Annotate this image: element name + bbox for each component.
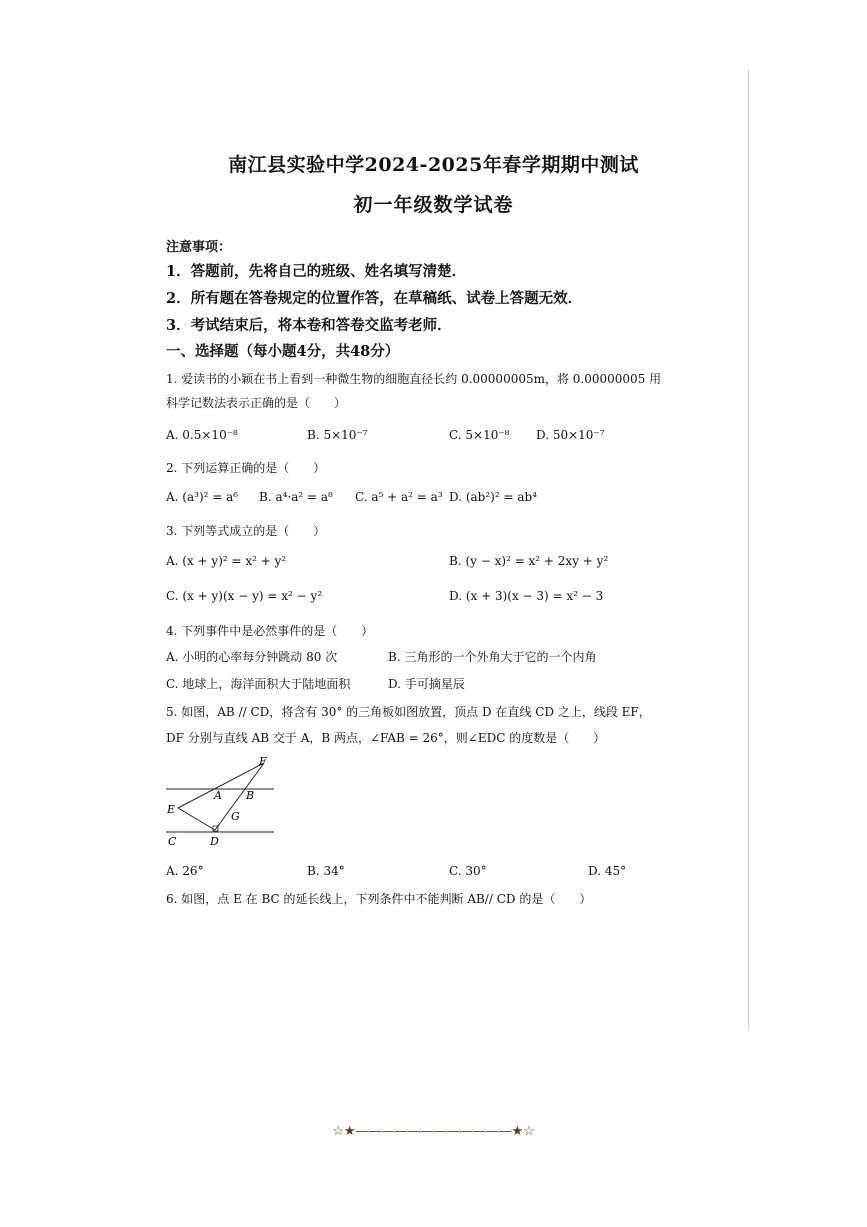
question-5-line1: 5. 如图，AB // CD，将含有 30° 的三角板如图放置，顶点 D 在直线 CD 之上，线段 EF， — [166, 705, 651, 719]
question-5-line2: DF 分别与直线 AB 交于 A，B 两点，∠FAB = 26°，则∠EDC 的度数是（ ） — [166, 731, 606, 745]
label-b: B — [246, 789, 255, 802]
question-2-stem: 2. 下列运算正确的是（ ） — [166, 461, 326, 475]
note-item: 3．考试结束后，将本卷和答卷交监考老师． — [166, 317, 452, 334]
question-6-stem: 6. 如图，点 E 在 BC 的延长线上，下列条件中不能判断 AB// CD 的是（ ） — [166, 892, 592, 906]
question-3-stem: 3. 下列等式成立的是（ ） — [166, 524, 326, 538]
label-g: G — [231, 810, 240, 823]
q4-option-d: D. 手可摘星辰 — [388, 677, 465, 691]
q1-option-a: A. 0.5×10⁻⁸ — [166, 428, 238, 442]
q4-option-a: A. 小明的心率每分钟跳动 80 次 — [166, 650, 338, 664]
question-1-line2: 科学记数法表示正确的是（ ） — [166, 396, 347, 410]
note-item: 1．答题前，先将自己的班级、姓名填写清楚． — [166, 263, 467, 280]
q5-option-d: D. 45° — [588, 864, 627, 878]
page-footer-ornament: ☆★————————————★☆ — [332, 1124, 535, 1139]
question-1-line1: 1. 爱读书的小颖在书上看到一种微生物的细胞直径长约 0.00000005m，将 0.00000005 用 — [166, 372, 662, 386]
q3-option-c: C. (x + y)(x − y) = x² − y² — [166, 589, 323, 603]
label-f: F — [259, 755, 267, 768]
q4-option-b: B. 三角形的一个外角大于它的一个内角 — [388, 650, 597, 664]
exam-subtitle: 初一年级数学试卷 — [353, 194, 514, 216]
label-d: D — [210, 835, 219, 848]
q1-option-b: B. 5×10⁻⁷ — [307, 428, 368, 442]
q3-option-b: B. (y − x)² = x² + 2xy + y² — [449, 554, 609, 568]
q2-option-c: C. a⁵ + a² = a³ — [355, 490, 443, 504]
note-item: 2．所有题在答卷规定的位置作答，在草稿纸、试卷上答题无效． — [166, 290, 583, 307]
label-c: C — [168, 835, 177, 848]
notes-heading: 注意事项： — [166, 240, 232, 255]
q1-option-c: C. 5×10⁻⁸ — [449, 428, 510, 442]
q2-option-a: A. (a³)² = a⁶ — [166, 490, 239, 504]
exam-title: 南江县实验中学2024-2025年春学期期中测试 — [228, 154, 639, 176]
geometry-diagram — [160, 755, 280, 850]
label-a: A — [214, 789, 222, 802]
q2-option-b: B. a⁴·a² = a⁸ — [259, 490, 333, 504]
q1-option-d: D. 50×10⁻⁷ — [536, 428, 605, 442]
section-heading: 一、选择题（每小题4分，共48分） — [166, 343, 400, 360]
segment-ed — [178, 808, 215, 830]
question-4-stem: 4. 下列事件中是必然事件的是（ ） — [166, 624, 374, 638]
label-e: E — [167, 803, 176, 816]
q5-option-a: A. 26° — [166, 864, 204, 878]
q4-option-c: C. 地球上，海洋面积大于陆地面积 — [166, 677, 351, 691]
q5-option-c: C. 30° — [449, 864, 487, 878]
q2-option-d: D. (ab²)² = ab⁴ — [449, 490, 537, 504]
q5-option-b: B. 34° — [307, 864, 345, 878]
q3-option-d: D. (x + 3)(x − 3) = x² − 3 — [449, 589, 604, 603]
q3-option-a: A. (x + y)² = x² + y² — [166, 554, 287, 568]
